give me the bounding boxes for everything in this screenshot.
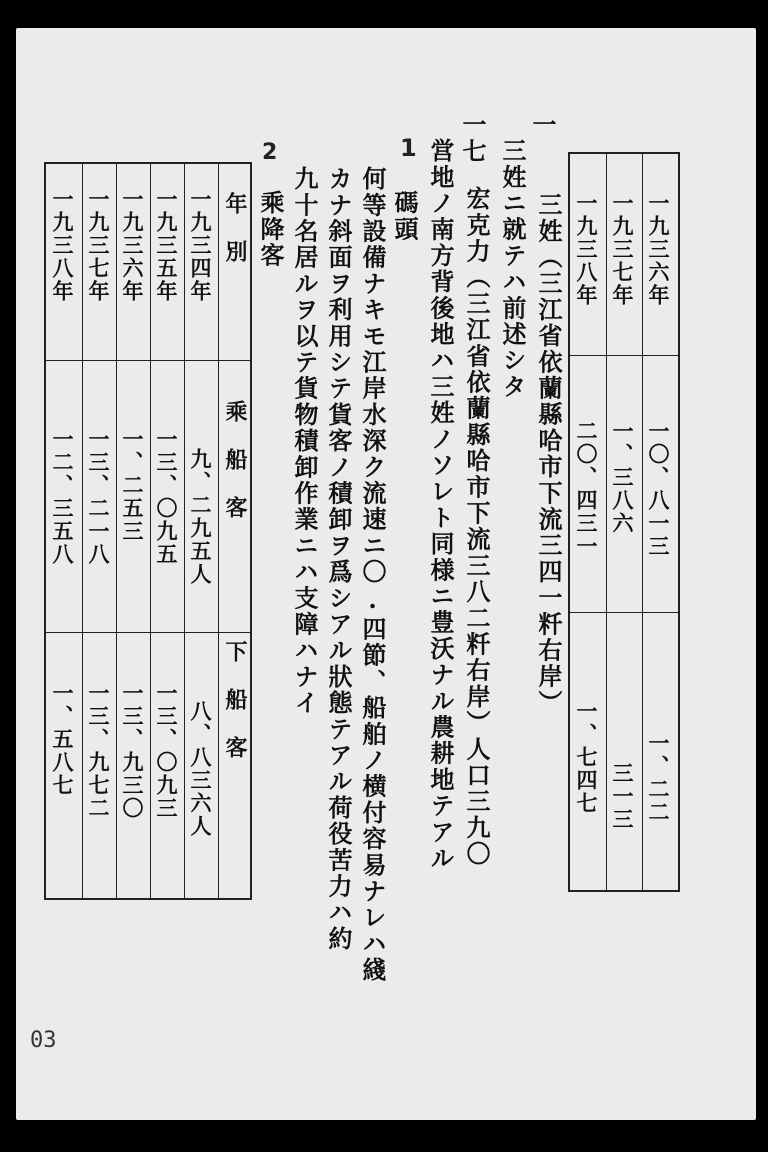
body-text: 九十名居ルヲ以テ貨物積卸作業ニハ支障ハナイ bbox=[290, 166, 319, 717]
body-text: カナ斜面ヲ利用シテ貨客ノ積卸ヲ爲シアル狀態テアル荷役苦力ハ約 bbox=[324, 166, 353, 952]
section-number: 一七 bbox=[458, 112, 487, 165]
subsection-title: 乘降客 bbox=[256, 190, 285, 269]
alighting-value: 一三、〇九三 bbox=[154, 682, 179, 820]
table-year: 一九三六年 bbox=[646, 192, 671, 307]
table-year: 一九三六年 bbox=[120, 188, 145, 303]
table-column-line bbox=[642, 152, 643, 892]
table-column-line bbox=[82, 162, 83, 900]
table-value: 三一三 bbox=[610, 762, 635, 831]
table-column-line bbox=[184, 162, 185, 900]
table-value: 一〇、八一三 bbox=[646, 420, 671, 558]
table-row-line bbox=[568, 355, 680, 356]
body-text: 何等設備ナキモ江岸水深ク流速ニ〇.四節、船舶ノ横付容易ナレハ綫 bbox=[358, 166, 387, 984]
table-border bbox=[568, 152, 680, 154]
subsection-number: 2 bbox=[262, 140, 278, 165]
boarding-value: 一、二五三 bbox=[120, 428, 145, 543]
table-row-line bbox=[44, 632, 252, 633]
table-year: 一九三八年 bbox=[574, 192, 599, 307]
alighting-value: 一、五八七 bbox=[50, 682, 75, 797]
table-year: 一九三七年 bbox=[86, 188, 111, 303]
table-value: 一、七四七 bbox=[574, 700, 599, 815]
body-text: 営地ノ南方背後地ハ三姓ノソレト同様ニ豊沃ナル農耕地テアル bbox=[426, 138, 455, 872]
table-border bbox=[44, 162, 46, 900]
table-year: 一九三八年 bbox=[50, 188, 75, 303]
table-column-line bbox=[606, 152, 607, 892]
table-row-line bbox=[568, 612, 680, 613]
body-text: 三姓ニ就テハ前述シタ bbox=[498, 138, 527, 400]
table-value: 二〇、四三一 bbox=[574, 420, 599, 558]
alighting-value: 一三、九七二 bbox=[86, 682, 111, 820]
section-heading: 三姓（三江省依蘭縣哈市下流三四一粁右岸） bbox=[534, 192, 563, 716]
alighting-value: 八、八三六人 bbox=[188, 700, 213, 838]
table-column-line bbox=[150, 162, 151, 900]
alighting-value: 一三、九三〇 bbox=[120, 682, 145, 820]
section-number: 一 bbox=[528, 112, 557, 139]
table-header-boarding: 乘 船 客 bbox=[222, 400, 248, 520]
table-value: 一、三八六 bbox=[610, 420, 635, 535]
boarding-value: 九、二九五人 bbox=[188, 448, 213, 586]
table-value: 一、二二 bbox=[646, 732, 671, 824]
table-border bbox=[250, 162, 252, 900]
table-border bbox=[568, 890, 680, 892]
table-border bbox=[44, 898, 252, 900]
table-column-line bbox=[116, 162, 117, 900]
boarding-value: 一三、二一八 bbox=[86, 428, 111, 566]
subsection-number: 1 bbox=[400, 134, 417, 162]
table-column-line bbox=[218, 162, 219, 900]
table-year: 一九三五年 bbox=[154, 188, 179, 303]
table-border bbox=[568, 152, 570, 892]
section-heading: 宏克力（三江省依蘭縣哈市下流三八二粁右岸）人口三九〇 bbox=[462, 186, 491, 868]
table-row-line bbox=[44, 360, 252, 361]
page-number: 03 bbox=[30, 1028, 57, 1053]
table-year: 一九三四年 bbox=[188, 188, 213, 303]
table-header-year: 年 別 bbox=[222, 192, 248, 264]
table-border bbox=[678, 152, 680, 892]
subsection-title: 碼頭 bbox=[390, 190, 419, 243]
table-border bbox=[44, 162, 252, 164]
table-header-alighting: 下 船 客 bbox=[222, 640, 248, 760]
table-year: 一九三七年 bbox=[610, 192, 635, 307]
boarding-value: 一二、三五八 bbox=[50, 428, 75, 566]
boarding-value: 一三、〇九五 bbox=[154, 428, 179, 566]
